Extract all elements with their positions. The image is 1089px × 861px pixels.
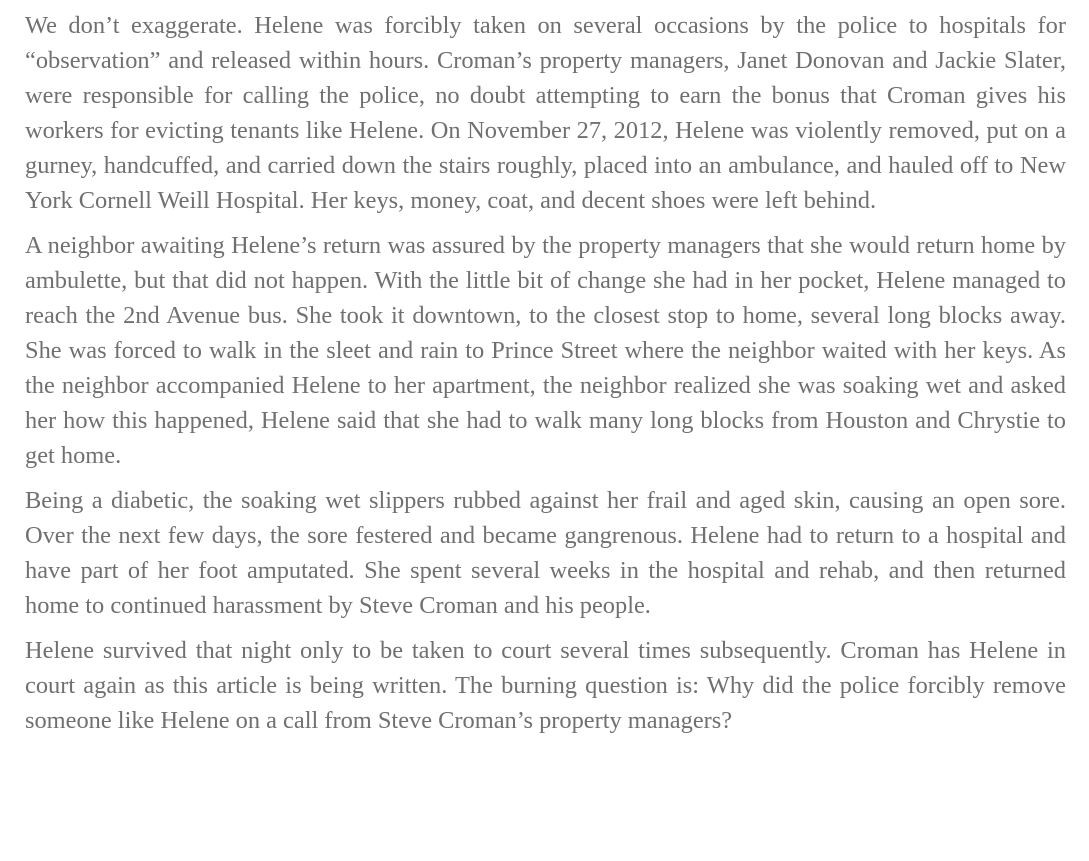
paragraph-1: We don’t exaggerate. Helene was forcibly taken on several occasions by the police to hospitals for “observation” and released within hours. Croman’s property managers, Janet Donovan and Jackie Slater, were responsible for calling the police, no doubt attempting to earn the bonus that Croman gives his workers for evicting tenants like Helene. On November 27, 2012, Helene was violently removed, put on a gurney, handcuffed, and carried down the stairs roughly, placed into an ambulance, and hauled off to New York Cornell Weill Hospital. Her keys, money, coat, and decent shoes were left behind. bbox=[25, 12, 1066, 214]
paragraph-2: A neighbor awaiting Helene’s return was assured by the property managers that she would return home by ambulette, but that did not happen. With the little bit of change she had in her pocket, Helene managed to reach the 2nd Avenue bus. She took it downtown, to the closest stop to home, several long blocks away. She was forced to walk in the sleet and rain to Prince Street where the neighbor waited with her keys. As the neighbor accompanied Helene to her apartment, the neighbor realized she was soaking wet and asked her how this happened, Helene said that she had to walk many long blocks from Houston and Chrystie to get home. bbox=[25, 232, 1066, 469]
paragraph-4: Helene survived that night only to be taken to court several times subsequently. Croman has Helene in court again as this article is being written. The burning question is: Why did the police forcibly remove someone like Helene on a call from Steve Croman’s property managers? bbox=[25, 637, 1066, 734]
paragraph-3: Being a diabetic, the soaking wet slippers rubbed against her frail and aged skin, causing an open sore. Over the next few days, the sore festered and became gangrenous. Helene had to return to a hospital and have part of her foot amputated. She spent several weeks in the hospital and rehab, and then returned home to continued harassment by Steve Croman and his people. bbox=[25, 487, 1066, 619]
